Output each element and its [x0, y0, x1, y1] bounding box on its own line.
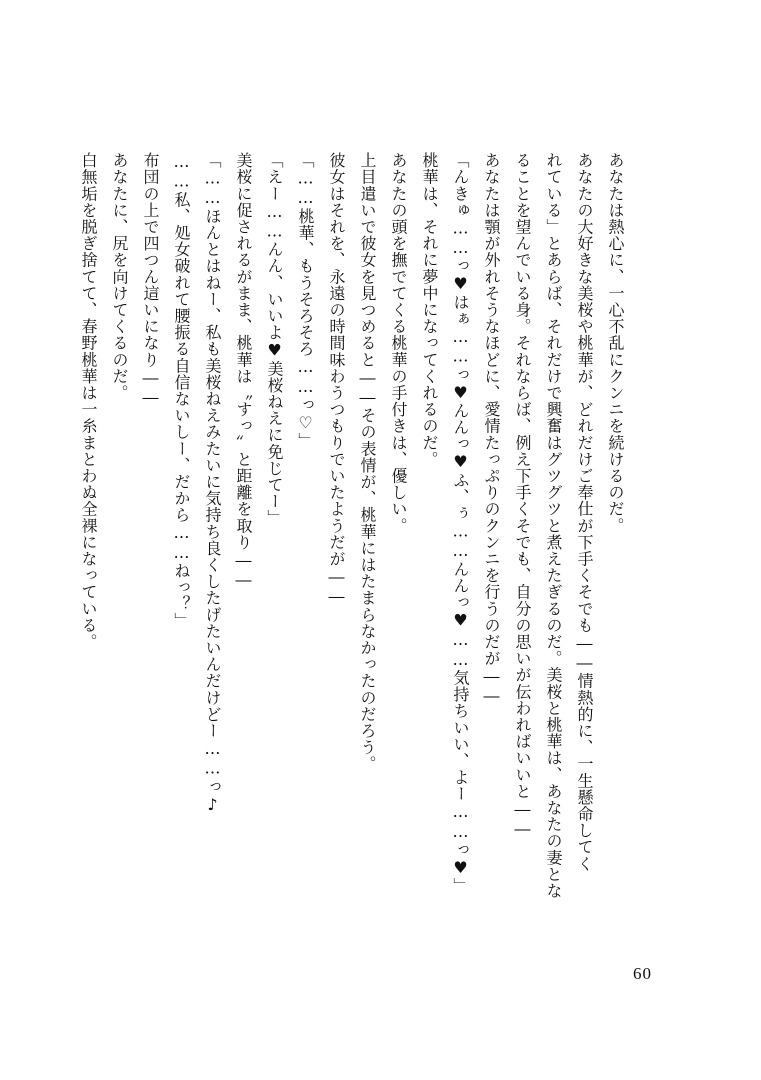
text-line: ることを望んでいる身。それならば、例え下手くそでも、自分の思いが伝わればいいと―― [513, 152, 532, 839]
text-line: れている」とあらば、それだけで興奮はグツグツと煮えたぎるのだ。美桜と桃華は、あなたの妻とな [544, 152, 563, 899]
text-line: 桃華は、それに夢中になってくれるのだ。 [420, 152, 439, 468]
text-line: 彼女はそれを、永遠の時間味わうつもりでいたようだが―― [327, 152, 346, 607]
text-line: あなたに、尻を向けてくるのだ。 [110, 152, 129, 401]
text-line: あなたの頭を撫でてくる桃華の手付きは、優しい。 [389, 152, 408, 534]
text-line: あなたは熱心に、一心不乱にクンニを続けるのだ。 [606, 152, 625, 534]
page-number: 60 [633, 964, 652, 983]
text-line: 上目遣いで彼女を見つめると――その表情が、桃華にはたまらなかったのだろう。 [358, 152, 377, 773]
text-line: 美桜に促されるがまま、桃華は〝すっ〟と距離を取り―― [234, 152, 253, 590]
text-line: 「んきゅ……っ♥はぁ……っ♥んんっ♥ふ、ぅ……んんっ♥……気持ちいい、よー……っ♥」 [451, 152, 470, 895]
text-line: あなたの大好きな美桜や桃華が、どれだけご奉仕が下手くそでも――情熱的に、一生懸命してく [575, 152, 594, 872]
text-line: 「えー……んん、いいよ♥美桜ねえに免じてー」 [265, 152, 284, 527]
text-line: 白無垢を脱ぎ捨てて、春野桃華は一糸まとわぬ全裸になっている。 [79, 152, 98, 650]
text-line: あなたは顎が外れそうなほどに、愛情たっぷりのクンニを行うのだが―― [482, 152, 501, 706]
text-line: 「……桃華、もうそろそろ……っ♡」 [296, 152, 315, 450]
text-line: ……私、処女破れて腰振る自信ないしー、だから……ねっ？」 [172, 152, 191, 629]
vertical-text-block [73, 152, 631, 899]
text-line: 「……ほんとはねー、私も美桜ねえみたいに気持ち良くしたげたいんだけどー……っ♪ [203, 152, 222, 815]
text-line: 布団の上で四つん這いになり―― [141, 152, 160, 407]
